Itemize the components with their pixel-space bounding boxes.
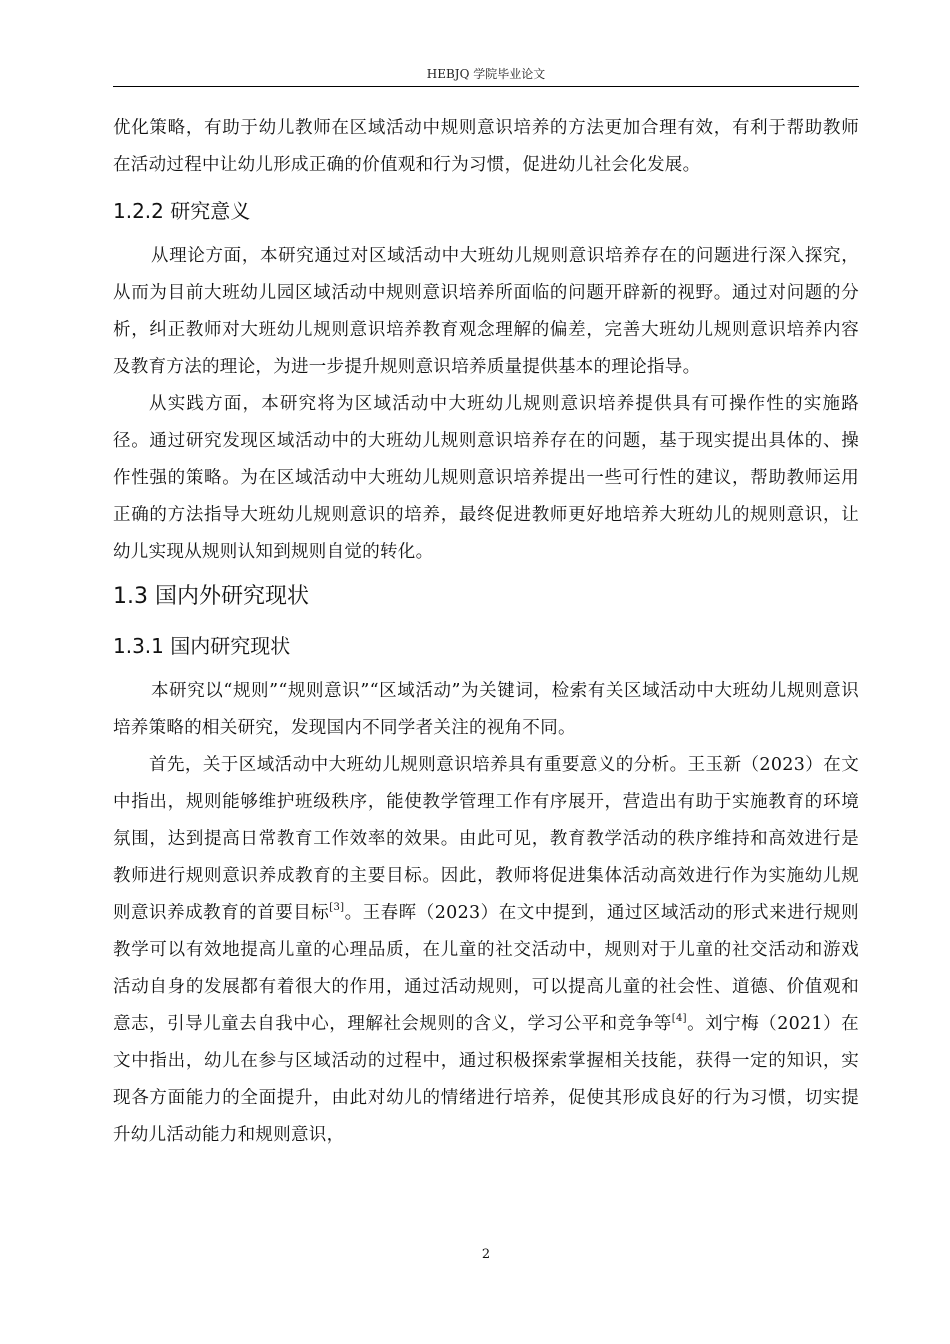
body-content [113, 110, 859, 1154]
citation-4: [4] [671, 1013, 687, 1024]
section-heading-1-3: 1.3 国内外研究现状 [113, 584, 309, 609]
paragraph-literature-review [113, 747, 859, 1154]
citation-3: [3] [329, 902, 345, 913]
paragraph-text-part-2: 。王春晖（2023）在文中提到，通过区域活动的形式来进行规则教学可以有效地提高儿童的心理品质，在儿童的社交活动中，规则对于儿童的社交活动和游戏活动自身的发展都有着很大的作用，通过活动规则，可以提高儿童的社会性、道德、价值观和意志，引导儿童去自我中心，理解社会规则的含义，学习公平和竞争等 [113, 903, 859, 1034]
header-rule [113, 86, 859, 87]
section-heading-1-3-1: 1.3.1 国内研究现状 [113, 634, 291, 658]
paragraph-text-part-3: 。刘宁梅（2021）在文中指出，幼儿在参与区域活动的过程中，通过积极探索掌握相关技能，获得一定的知识，实现各方面能力的全面提升，由此对幼儿的情绪进行培养，促使其形成良好的行为习惯，切实提升幼儿活动能力和规则意识， [113, 1014, 859, 1145]
paragraph-continuation: 优化策略，有助于幼儿教师在区域活动中规则意识培养的方法更加合理有效，有利于帮助教师在活动过程中让幼儿形成正确的价值观和行为习惯，促进幼儿社会化发展。 [113, 118, 859, 175]
paragraph-text-part-1: 首先，关于区域活动中大班幼儿规则意识培养具有重要意义的分析。王玉新（2023）在文中指出，规则能够维护班级秩序，能使教学管理工作有序展开，营造出有助于实施教育的环境氛围，达到提高日常教育工作效率的效果。由此可见，教育教学活动的秩序维持和高效进行是教师进行规则意识养成教育的主要目标。因此，教师将促进集体活动高效进行作为实施幼儿规则意识养成教育的首要目标 [113, 755, 859, 923]
page-number: 2 [481, 1247, 491, 1262]
paragraph-practice: 从实践方面，本研究将为区域活动中大班幼儿规则意识培养提供具有可操作性的实施路径。通过研究发现区域活动中的大班幼儿规则意识培养存在的问题，基于现实提出具体的、操作性强的策略。为在区域活动中大班幼儿规则意识培养提出一些可行性的建议，帮助教师运用正确的方法指导大班幼儿规则意识的培养，最终促进教师更好地培养大班幼儿的规则意识，让幼儿实现从规则认知到规则自觉的转化。 [113, 394, 859, 562]
paragraph-theory: 从理论方面，本研究通过对区域活动中大班幼儿规则意识培养存在的问题进行深入探究，从而为目前大班幼儿园区域活动中规则意识培养所面临的问题开辟新的视野。通过对问题的分析，纠正教师对大班幼儿规则意识培养教育观念理解的偏差，完善大班幼儿规则意识培养内容及教育方法的理论，为进一步提升规则意识培养质量提供基本的理论指导。 [113, 246, 859, 377]
section-heading-1-2-2: 1.2.2 研究意义 [113, 199, 251, 223]
running-header: HEBJQ 学院毕业论文 [426, 67, 546, 81]
paragraph-keywords: 本研究以“规则”“规则意识”“区域活动”为关键词，检索有关区域活动中大班幼儿规则意识培养策略的相关研究，发现国内不同学者关注的视角不同。 [113, 681, 859, 738]
